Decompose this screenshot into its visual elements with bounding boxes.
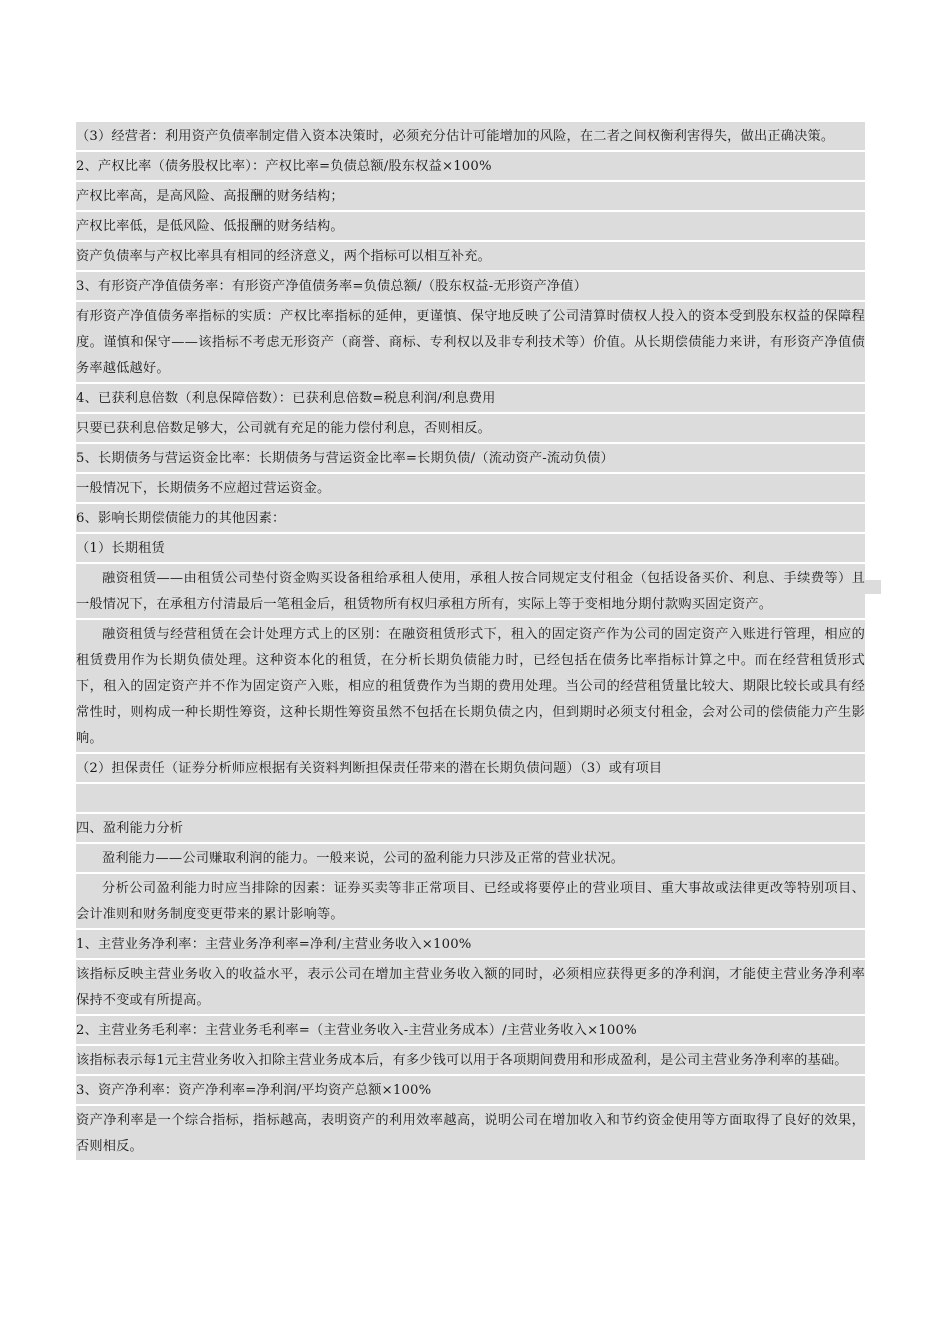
paragraph: 产权比率低，是低风险、低报酬的财务结构。 xyxy=(76,212,865,240)
paragraph: 融资租赁——由租赁公司垫付资金购买设备租给承租人使用，承租人按合同规定支付租金（包括设备买价、利息、手续费等）且一般情况下，在承租方付清最后一笔租金后，租赁物所有权归承租方所有，实际上等于变相地分期付款购买固定资产。 xyxy=(76,564,865,618)
paragraph: （3）经营者：利用资产负债率制定借入资本决策时，必须充分估计可能增加的风险，在二者之间权衡利害得失，做出正确决策。 xyxy=(76,122,865,150)
section-heading: 3、资产净利率：资产净利率=净利润/平均资产总额×100% xyxy=(76,1076,865,1104)
section-heading: 4、已获利息倍数（利息保障倍数）：已获利息倍数=税息利润/利息费用 xyxy=(76,384,865,412)
section-heading: 3、有形资产净值债务率：有形资产净值债务率=负债总额/（股东权益-无形资产净值） xyxy=(76,272,865,300)
paragraph: 盈利能力——公司赚取利润的能力。一般来说，公司的盈利能力只涉及正常的营业状况。 xyxy=(76,844,865,872)
document-body xyxy=(76,122,865,1162)
paragraph: 分析公司盈利能力时应当排除的因素：证券买卖等非正常项目、已经或将要停止的营业项目、重大事故或法律更改等特别项目、会计准则和财务制度变更带来的累计影响等。 xyxy=(76,874,865,928)
paragraph: 资产净利率是一个综合指标，指标越高，表明资产的利用效率越高，说明公司在增加收入和节约资金使用等方面取得了良好的效果，否则相反。 xyxy=(76,1106,865,1160)
section-heading: 5、长期债务与营运资金比率：长期债务与营运资金比率=长期负债/（流动资产-流动负债） xyxy=(76,444,865,472)
paragraph: 融资租赁与经营租赁在会计处理方式上的区别：在融资租赁形式下，租入的固定资产作为公司的固定资产入账进行管理，相应的租赁费用作为长期负债处理。这种资本化的租赁，在分析长期负债能力时，已经包括在债务比率指标计算之中。而在经营租赁形式下，租入的固定资产并不作为固定资产入账，相应的租赁费作为当期的费用处理。当公司的经营租赁量比较大、期限比较长或具有经常性时，则构成一种长期性筹资，这种长期性筹资虽然不包括在长期负债之内，但到期时必须支付租金，会对公司的偿债能力产生影响。 xyxy=(76,620,865,752)
blank-line xyxy=(76,784,865,812)
paragraph: 资产负债率与产权比率具有相同的经济意义，两个指标可以相互补充。 xyxy=(76,242,865,270)
paragraph: 只要已获利息倍数足够大，公司就有充足的能力偿付利息，否则相反。 xyxy=(76,414,865,442)
section-heading: 2、产权比率（债务股权比率）：产权比率=负债总额/股东权益×100% xyxy=(76,152,865,180)
subsection-heading: （1）长期租赁 xyxy=(76,534,865,562)
section-heading: 1、主营业务净利率：主营业务净利率=净利/主营业务收入×100% xyxy=(76,930,865,958)
section-heading: 2、主营业务毛利率：主营业务毛利率=（主营业务收入-主营业务成本）/主营业务收入×100% xyxy=(76,1016,865,1044)
margin-shade xyxy=(865,580,881,594)
section-heading: 6、影响长期偿债能力的其他因素： xyxy=(76,504,865,532)
paragraph: 有形资产净值债务率指标的实质：产权比率指标的延伸，更谨慎、保守地反映了公司清算时债权人投入的资本受到股东权益的保障程度。谨慎和保守——该指标不考虑无形资产（商誉、商标、专利权以及非专利技术等）价值。从长期偿债能力来讲，有形资产净值债务率越低越好。 xyxy=(76,302,865,382)
chapter-heading: 四、盈利能力分析 xyxy=(76,814,865,842)
paragraph: 该指标表示每1元主营业务收入扣除主营业务成本后，有多少钱可以用于各项期间费用和形成盈利，是公司主营业务净利率的基础。 xyxy=(76,1046,865,1074)
paragraph: 一般情况下，长期债务不应超过营运资金。 xyxy=(76,474,865,502)
paragraph: 产权比率高，是高风险、高报酬的财务结构； xyxy=(76,182,865,210)
paragraph: 该指标反映主营业务收入的收益水平，表示公司在增加主营业务收入额的同时，必须相应获得更多的净利润，才能使主营业务净利率保持不变或有所提高。 xyxy=(76,960,865,1014)
paragraph: （2）担保责任（证券分析师应根据有关资料判断担保责任带来的潜在长期负债问题）（3）或有项目 xyxy=(76,754,865,782)
